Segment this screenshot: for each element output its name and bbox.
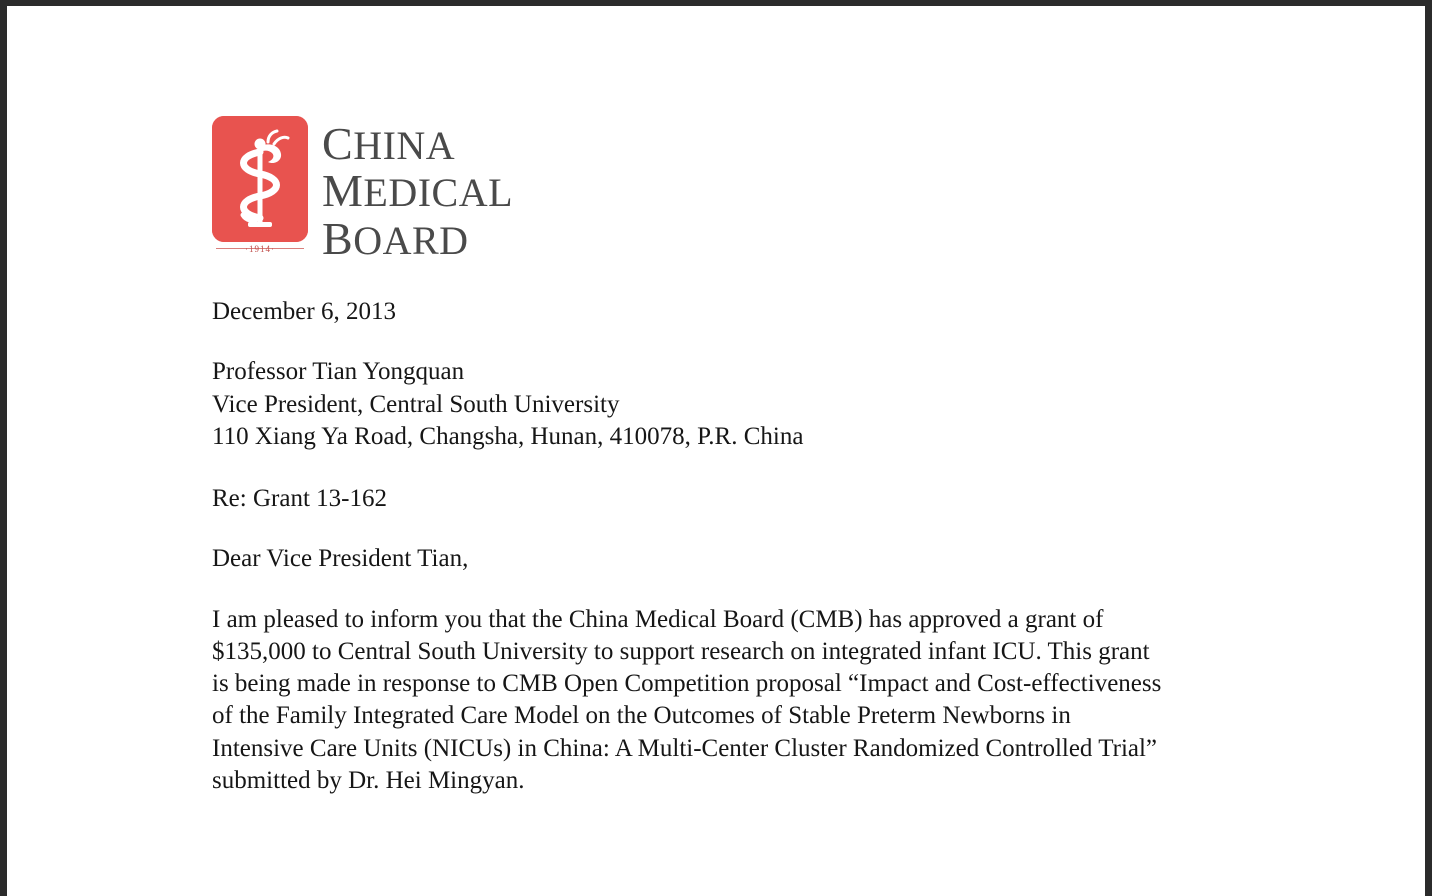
cmb-wordmark: [322, 116, 513, 262]
recipient-address-line: 110 Xiang Ya Road, Changsha, Hunan, 410078, P.R. China: [212, 422, 804, 450]
letterhead: [212, 116, 1212, 262]
viewport-left-border: [0, 0, 7, 896]
cmb-dragon-caduceus-logo-icon: [212, 116, 308, 254]
subject-text: Re: Grant 13-162: [212, 485, 387, 513]
wordmark-line-2: MEDICAL: [322, 165, 514, 217]
body-paragraph-1: I am pleased to inform you that the China Medical Board (CMB) has approved a grant of $135,000 to Central South University to support research on integrated infant ICU. This grant is being made in response to CMB Open Competition proposal “Impact and Cost-effectiveness of the Family Integrated Care Model on the Outcomes of Stable Preterm Newborns in Intensive Care Units (NICUs) in China: A Multi-Center Cluster Randomized Controlled Trial” submitted by Dr. Hei Mingyan.: [212, 605, 1162, 794]
recipient-name: Professor Tian Yongquan: [212, 358, 465, 386]
letter-salutation: [212, 543, 1162, 575]
logo-background: [212, 116, 308, 242]
wordmark-line-3: BOARD: [322, 212, 469, 264]
salutation-text: Dear Vice President Tian,: [212, 545, 469, 573]
logo-founded-year: ·1914·: [245, 244, 275, 254]
recipient-title: Vice President, Central South University: [212, 390, 620, 418]
letter-content: [212, 116, 1212, 825]
letter-page: [7, 6, 1425, 896]
letter-body: [212, 604, 1162, 798]
viewport-right-border: [1425, 0, 1432, 896]
wordmark-line-1: CHINA: [322, 118, 456, 169]
date-text: December 6, 2013: [212, 298, 396, 326]
recipient-address: [212, 356, 1162, 453]
letter-subject: [212, 483, 1162, 515]
letter-date: [212, 296, 1162, 328]
